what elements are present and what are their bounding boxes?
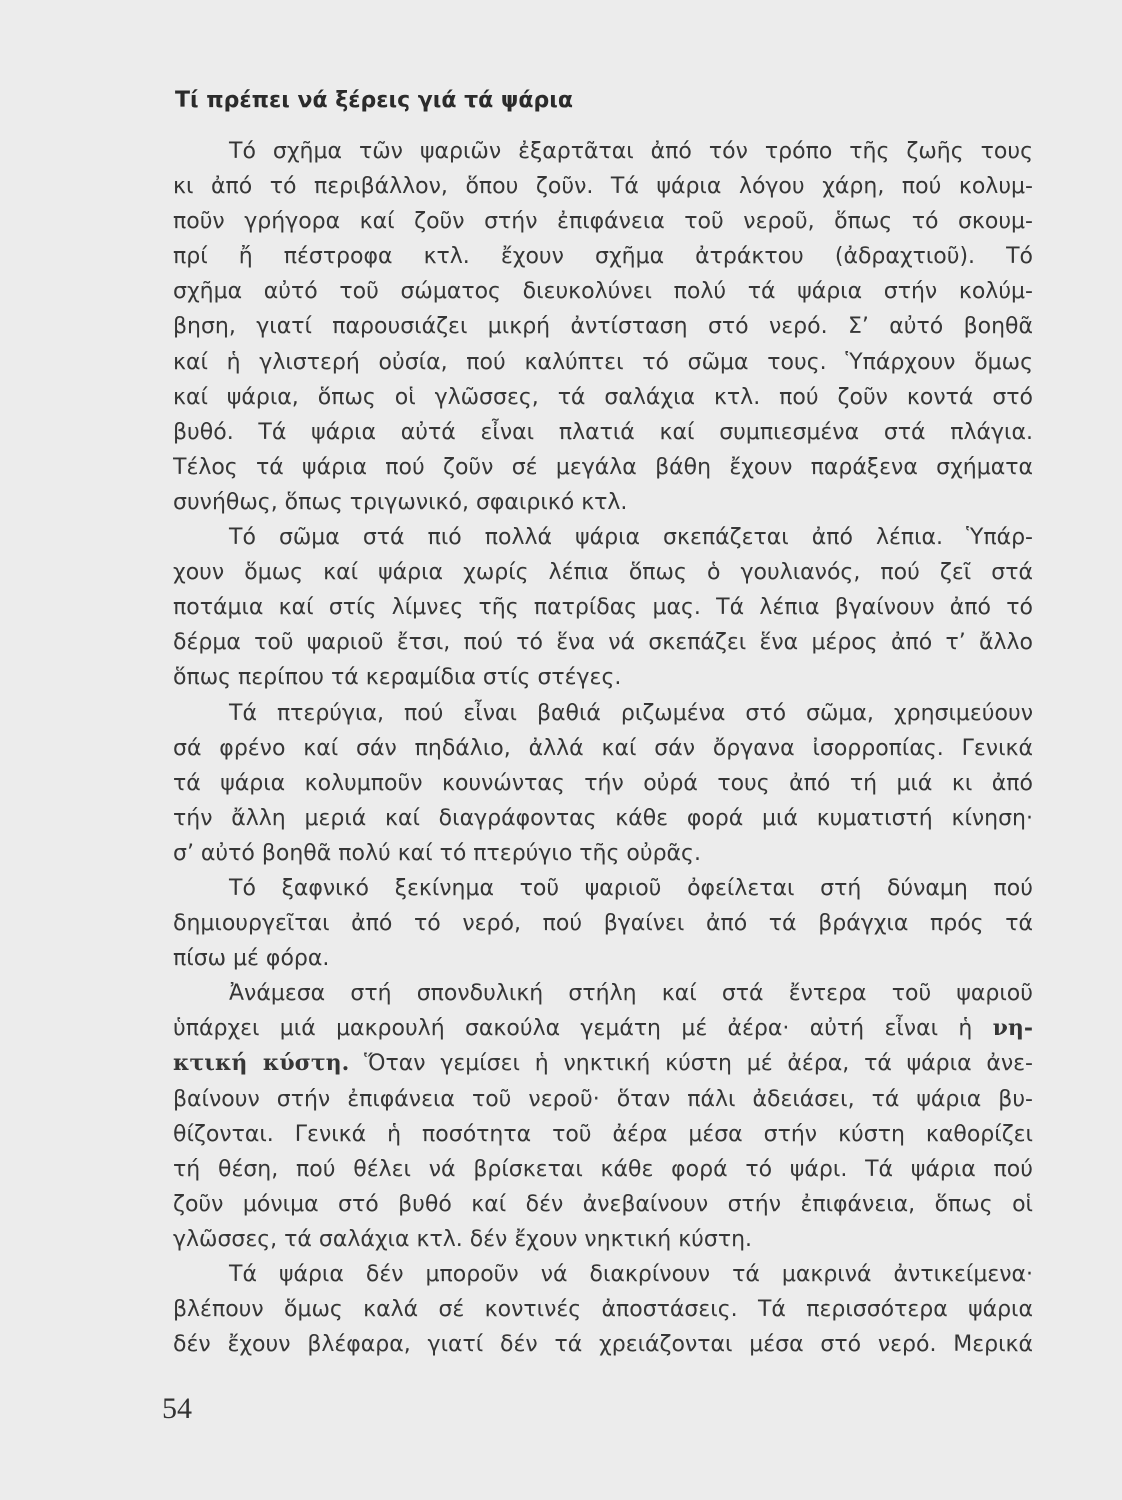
text-line: καί ψάρια, ὅπως οἱ γλῶσσες, τά σαλάχια κτλ. πού ζοῦν κοντά στό [173, 384, 1033, 410]
paragraph-3 [173, 696, 1033, 871]
text-line: τά ψάρια κολυμποῦν κουνώντας τήν οὐρά τους ἀπό τή μιά κι ἀπό [173, 770, 1033, 796]
text-line: βηση, γιατί παρουσιάζει μικρή ἀντίσταση στό νερό. Σ’ αὐτό βοηθᾶ [173, 314, 1033, 340]
line-text: Ὅταν γεμίσει ἡ νηκτική κύστη μέ ἀέρα, τά ψάρια ἀνε- [364, 1051, 1033, 1077]
text-line: Τά ψάρια δέν μποροῦν νά διακρίνουν τά μακρινά ἀντικείμενα· [229, 1262, 1033, 1287]
bold-term: κτική κύστη. [173, 1050, 350, 1077]
text-line: ποῦν γρήγορα καί ζοῦν στήν ἐπιφάνεια τοῦ νεροῦ, ὅπως τό σκουμ- [173, 209, 1033, 235]
text-line: Τά πτερύγια, πού εἶναι βαθιά ριζωμένα στό σῶμα, χρησιμεύουν [229, 700, 1033, 726]
text-line: καί ἡ γλιστερή οὐσία, πού καλύπτει τό σῶμα τους. Ὑπάρχουν ὅμως [173, 349, 1033, 375]
text-line: δέν ἔχουν βλέφαρα, γιατί δέν τά χρειάζονται μέσα στό νερό. Μερικά [173, 1332, 1033, 1358]
text-line: χουν ὅμως καί ψάρια χωρίς λέπια ὅπως ὁ γουλιανός, πού ζεῖ στά [173, 560, 1033, 586]
text-line: πίσω μέ φόρα. [173, 946, 330, 972]
text-line: πρί ἤ πέστροφα κτλ. ἔχουν σχῆμα ἀτράκτου (ἀδραχτιοῦ). Τό [173, 244, 1033, 270]
paragraph-1 [173, 134, 1033, 520]
text-line: δέρμα τοῦ ψαριοῦ ἔτσι, πού τό ἕνα νά σκεπάζει ἕνα μέρος ἀπό τ’ ἄλλο [173, 630, 1033, 656]
text-line: τήν ἄλλη μεριά καί διαγράφοντας κάθε φορά μιά κυματιστή κίνηση· [173, 805, 1033, 831]
text-line: σά φρένο καί σάν πηδάλιο, ἀλλά καί σάν ὄργανα ἰσορροπίας. Γενικά [173, 735, 1033, 761]
text-line [173, 1011, 1033, 1046]
text-line: ὅπως περίπου τά κεραμίδια στίς στέγες. [173, 665, 622, 691]
paragraph-2 [173, 520, 1033, 695]
text-line: σ’ αὐτό βοηθᾶ πολύ καί τό πτερύγιο τῆς οὐρᾶς. [173, 840, 701, 866]
paragraph-5 [173, 976, 1033, 1257]
text-line: ποτάμια καί στίς λίμνες τῆς πατρίδας μας. Τά λέπια βγαίνουν ἀπό τό [173, 595, 1033, 621]
text-line: δημιουργεῖται ἀπό τό νερό, πού βγαίνει ἀπό τά βράγχια πρός τά [173, 911, 1033, 937]
text-line [173, 1046, 1033, 1081]
bold-term: νη- [992, 1015, 1033, 1042]
text-line: Τό σῶμα στά πιό πολλά ψάρια σκεπάζεται ἀπό λέπια. Ὑπάρ- [229, 525, 1033, 551]
text-line: Ἀνάμεσα στή σπονδυλική στήλη καί στά ἔντερα τοῦ ψαριοῦ [229, 981, 1033, 1007]
text-line: Τέλος τά ψάρια πού ζοῦν σέ μεγάλα βάθη ἔχουν παράξενα σχήματα [173, 454, 1033, 480]
page-title: Τί πρέπει νά ξέρεις γιά τά ψάρια [175, 88, 573, 113]
text-line: κι ἀπό τό περιβάλλον, ὅπου ζοῦν. Τά ψάρια λόγου χάρη, πού κολυμ- [173, 174, 1033, 200]
paragraph-6 [173, 1257, 1033, 1362]
text-line: βλέπουν ὅμως καλά σέ κοντινές ἀποστάσεις. Τά περισσότερα ψάρια [173, 1297, 1033, 1323]
text-line: βαίνουν στήν ἐπιφάνεια τοῦ νεροῦ· ὅταν πάλι ἀδειάσει, τά ψάρια βυ- [173, 1086, 1033, 1112]
text-line: γλῶσσες, τά σαλάχια κτλ. δέν ἔχουν νηκτική κύστη. [173, 1226, 753, 1252]
text-line: σχῆμα αὐτό τοῦ σώματος διευκολύνει πολύ τά ψάρια στήν κολύμ- [173, 279, 1033, 305]
text-line: συνήθως, ὅπως τριγωνικό, σφαιρικό κτλ. [173, 489, 628, 515]
paragraph-4 [173, 871, 1033, 976]
line-text: ὑπάρχει μιά μακρουλή σακούλα γεμάτη μέ ἀέρα· αὐτή εἶναι ἡ [173, 1016, 973, 1042]
text-line: Τό σχῆμα τῶν ψαριῶν ἐξαρτᾶται ἀπό τόν τρόπο τῆς ζωῆς τους [229, 139, 1033, 164]
text-line: βυθό. Τά ψάρια αὐτά εἶναι πλατιά καί συμπιεσμένα στά πλάγια. [173, 419, 1033, 445]
page-number: 54 [162, 1392, 192, 1425]
body-text [173, 134, 1033, 1362]
text-line: Τό ξαφνικό ξεκίνημα τοῦ ψαριοῦ ὀφείλεται στή δύναμη πού [229, 875, 1033, 901]
text-line: ζοῦν μόνιμα στό βυθό καί δέν ἀνεβαίνουν στήν ἐπιφάνεια, ὅπως οἱ [173, 1191, 1033, 1217]
text-line: τή θέση, πού θέλει νά βρίσκεται κάθε φορά τό ψάρι. Τά ψάρια πού [173, 1156, 1033, 1182]
text-line: θίζονται. Γενικά ἡ ποσότητα τοῦ ἀέρα μέσα στήν κύστη καθορίζει [173, 1121, 1033, 1147]
